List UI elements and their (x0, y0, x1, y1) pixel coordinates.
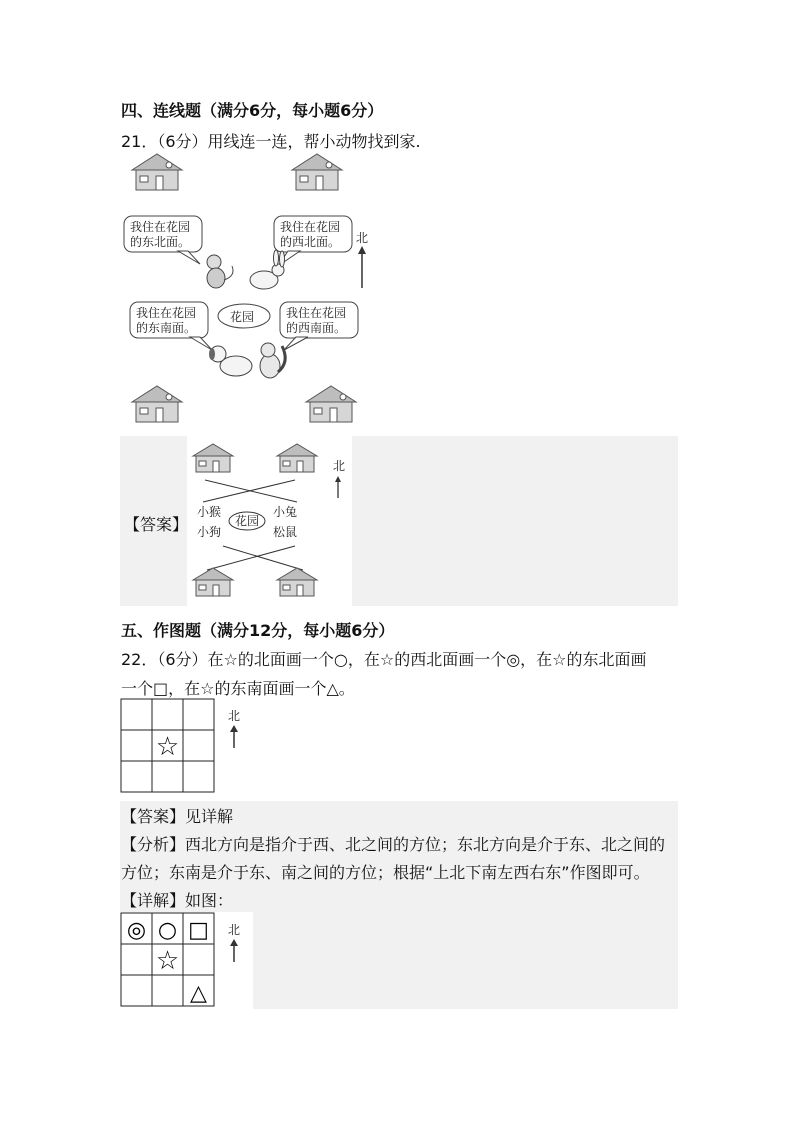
answer-22: 【答案】见详解 (121, 807, 234, 826)
house-icon (277, 444, 317, 472)
detail-label: 【详解】如图： (121, 891, 234, 910)
star-icon: ☆ (155, 732, 180, 762)
speech-bubble-monkey (124, 216, 202, 264)
answer-label-squirrel: 松鼠 (273, 525, 298, 539)
rabbit-icon (250, 250, 285, 289)
question-22-line1: 22．（6分）在☆的北面画一个○，在☆的西北面画一个◎，在☆的东北面画 (121, 650, 647, 669)
answer-21-figure (187, 436, 352, 606)
house-icon (132, 154, 182, 190)
north-label: 北 (228, 923, 241, 937)
double-circle-icon: ◎ (126, 918, 147, 943)
question-21: 21．（6分）用线连一连，帮小动物找到家. (121, 132, 421, 151)
star-icon: ☆ (155, 946, 180, 976)
bubble-monkey-line2: 的东北面。 (130, 235, 191, 249)
section-4-title: 四、连线题（满分6分，每小题6分） (121, 101, 384, 120)
house-icon (306, 386, 356, 422)
north-label: 北 (228, 709, 241, 723)
dog-icon (209, 346, 252, 376)
bubble-rabbit-line2: 的西北面。 (280, 235, 341, 249)
answer-label-rabbit: 小兔 (273, 505, 298, 519)
north-arrow-icon (230, 939, 238, 946)
bubble-squirrel-line1: 我住在花园 (286, 306, 347, 320)
house-icon (292, 154, 342, 190)
north-arrow-icon (358, 246, 366, 254)
house-icon (277, 568, 317, 596)
bubble-dog-line2: 的东南面。 (136, 321, 197, 335)
speech-bubble-dog (130, 302, 212, 350)
section-5-title: 五、作图题（满分12分，每小题6分） (121, 621, 395, 640)
north-arrow-icon (335, 476, 341, 482)
squirrel-icon (260, 343, 285, 378)
answer-label-monkey: 小猴 (197, 505, 222, 519)
answer-22-grid (120, 912, 253, 1009)
answer-label-garden: 花园 (235, 514, 260, 528)
question-22-line2: 一个□，在☆的东南面画一个△。 (121, 679, 355, 698)
analysis-line1: 【分析】西北方向是指介于西、北之间的方位；东北方向是介于东、北之间的 (121, 835, 666, 854)
triangle-icon: △ (190, 981, 207, 1006)
bubble-rabbit-line1: 我住在花园 (280, 220, 341, 234)
question-21-figure (120, 150, 380, 430)
bubble-squirrel-line2: 的西南面。 (286, 321, 347, 335)
question-22-grid (120, 698, 260, 794)
bubble-dog-line1: 我住在花园 (136, 306, 197, 320)
speech-bubble-rabbit (274, 216, 352, 266)
north-label: 北 (333, 459, 346, 473)
north-label: 北 (356, 231, 369, 245)
house-icon (193, 444, 233, 472)
house-icon (193, 568, 233, 596)
garden-oval (218, 304, 270, 328)
speech-bubble-squirrel (280, 302, 358, 350)
north-arrow-icon (230, 725, 238, 732)
analysis-line2: 方位；东南是介于东、南之间的方位；根据“上北下南左西右东”作图即可。 (121, 863, 650, 882)
answer-label-dog: 小狗 (197, 525, 222, 539)
monkey-icon (207, 255, 233, 288)
circle-icon: ○ (157, 918, 178, 943)
garden-label: 花园 (230, 310, 255, 324)
bubble-monkey-line1: 我住在花园 (130, 220, 191, 234)
square-icon: □ (188, 918, 209, 943)
answer-label-21: 【答案】 (124, 515, 189, 534)
house-icon (132, 386, 182, 422)
